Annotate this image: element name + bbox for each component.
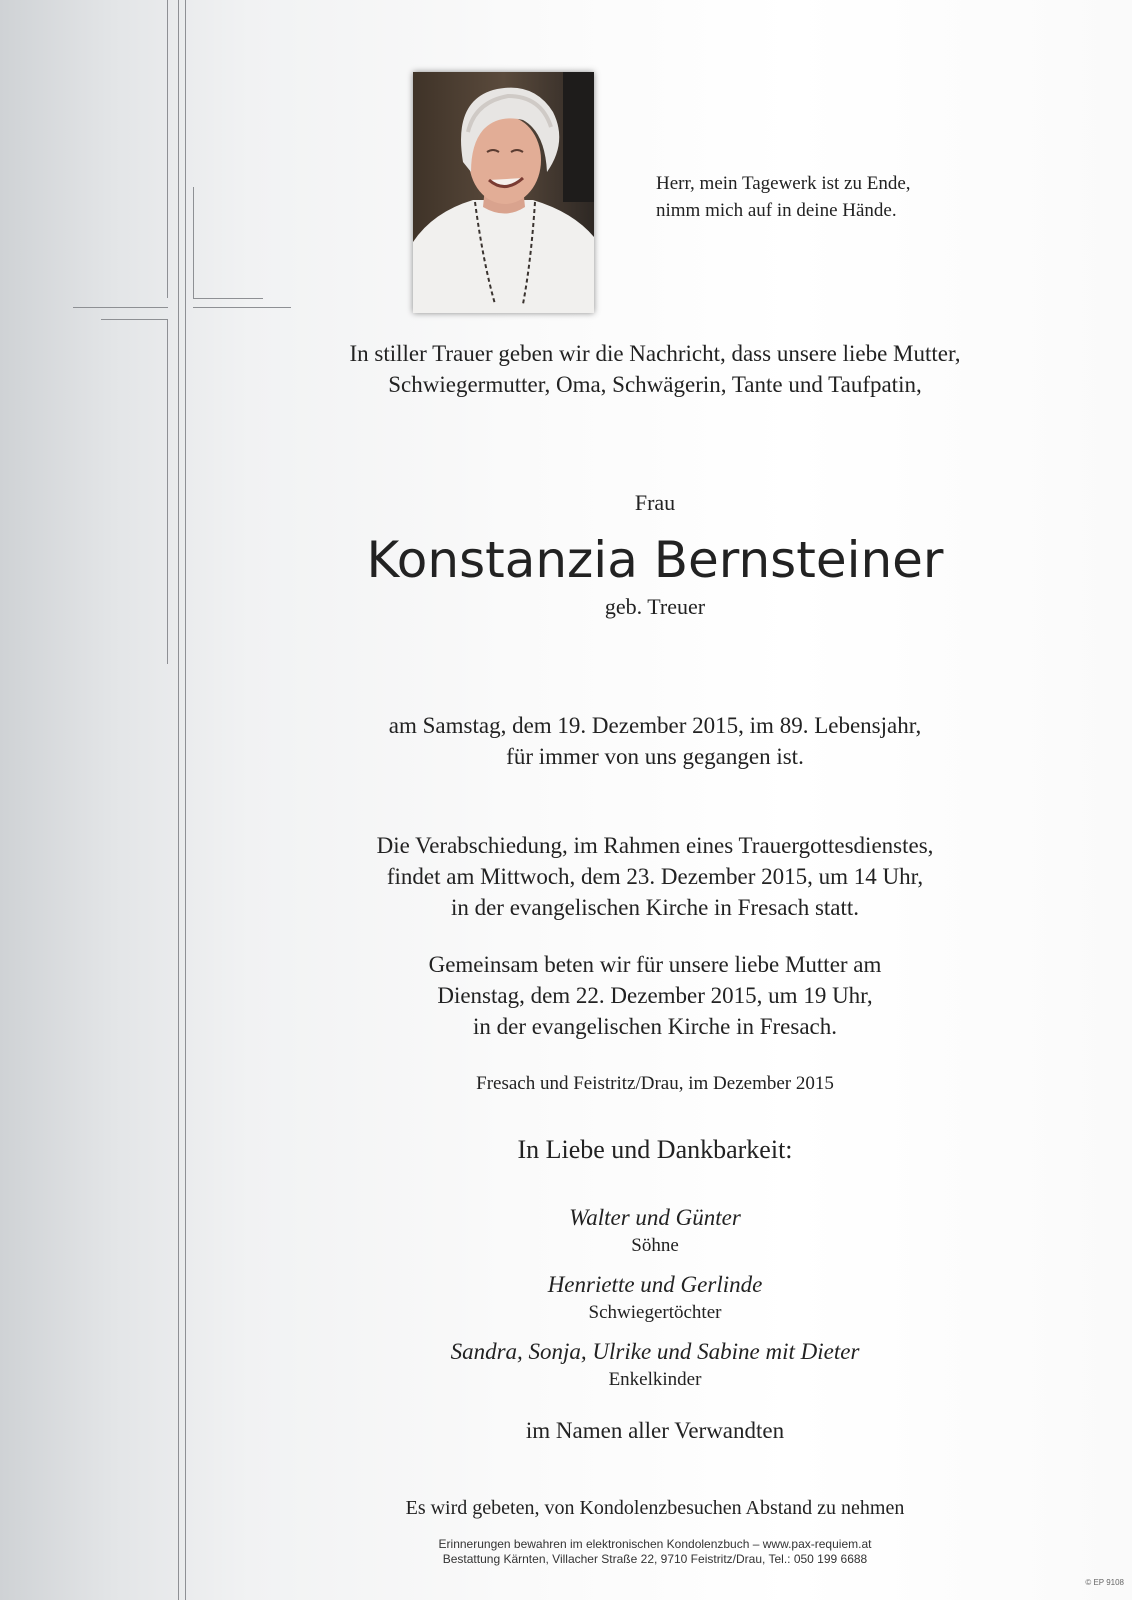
death-line: für immer von uns gegangen ist. xyxy=(506,744,804,769)
mourner-role: Schwiegertöchter xyxy=(588,1302,722,1323)
prayer-line: Gemeinsam beten wir für unsere liebe Mutter am xyxy=(428,952,882,977)
prayer-info xyxy=(300,949,1010,1042)
mourner-group xyxy=(300,1337,1010,1392)
intro-line: In stiller Trauer geben wir die Nachricht, dass unsere liebe Mutter, xyxy=(349,341,961,366)
verse-line: Herr, mein Tagewerk ist zu Ende, xyxy=(656,173,911,194)
intro-line: Schwiegermutter, Oma, Schwägerin, Tante und Taufpatin, xyxy=(388,372,922,397)
funeral-info xyxy=(300,830,1010,923)
mourners-list xyxy=(300,1203,1010,1404)
place-date: Fresach und Feistritz/Drau, im Dezember 2015 xyxy=(476,1073,834,1094)
death-line: am Samstag, dem 19. Dezember 2015, im 89. Lebensjahr, xyxy=(388,713,922,738)
portrait-photo xyxy=(413,72,594,313)
mourner-names: Sandra, Sonja, Ulrike und Sabine mit Dieter xyxy=(450,1339,860,1364)
deceased-title: Frau xyxy=(634,490,676,515)
footer-line: Erinnerungen bewahren im elektronischen Kondolenzbuch – www.pax-requiem.at xyxy=(438,1537,872,1551)
verse-line: nimm mich auf in deine Hände. xyxy=(656,200,897,221)
funeral-line: in der evangelischen Kirche in Fresach statt. xyxy=(450,895,860,920)
condolence-note: Es wird gebeten, von Kondolenzbesuchen Abstand zu nehmen xyxy=(405,1497,905,1519)
mourner-names: Walter und Günter xyxy=(569,1205,741,1230)
footer xyxy=(300,1537,1010,1567)
death-notice xyxy=(300,710,1010,772)
prayer-line: in der evangelischen Kirche in Fresach. xyxy=(472,1014,838,1039)
footer-line: Bestattung Kärnten, Villacher Straße 22, 9710 Feistritz/Drau, Tel.: 050 199 6688 xyxy=(442,1552,868,1566)
mourner-group xyxy=(300,1270,1010,1325)
mourner-names: Henriette und Gerlinde xyxy=(547,1272,763,1297)
funeral-line: Die Verabschiedung, im Rahmen eines Trauergottesdienstes, xyxy=(376,833,934,858)
verse xyxy=(656,170,911,224)
thanks-heading: In Liebe und Dankbarkeit: xyxy=(517,1135,793,1164)
print-code: © EP 9108 xyxy=(1085,1578,1124,1587)
mourner-role: Söhne xyxy=(631,1235,679,1256)
prayer-line: Dienstag, dem 22. Dezember 2015, um 19 Uhr, xyxy=(437,983,873,1008)
mourner-role: Enkelkinder xyxy=(608,1369,702,1390)
deceased-born: geb. Treuer xyxy=(604,594,706,619)
mourner-group xyxy=(300,1203,1010,1258)
deceased-name: Konstanzia Bernsteiner xyxy=(366,531,944,589)
intro-text xyxy=(300,338,1010,400)
relatives-line: im Namen aller Verwandten xyxy=(525,1418,785,1443)
funeral-line: findet am Mittwoch, dem 23. Dezember 2015, um 14 Uhr, xyxy=(386,864,924,889)
